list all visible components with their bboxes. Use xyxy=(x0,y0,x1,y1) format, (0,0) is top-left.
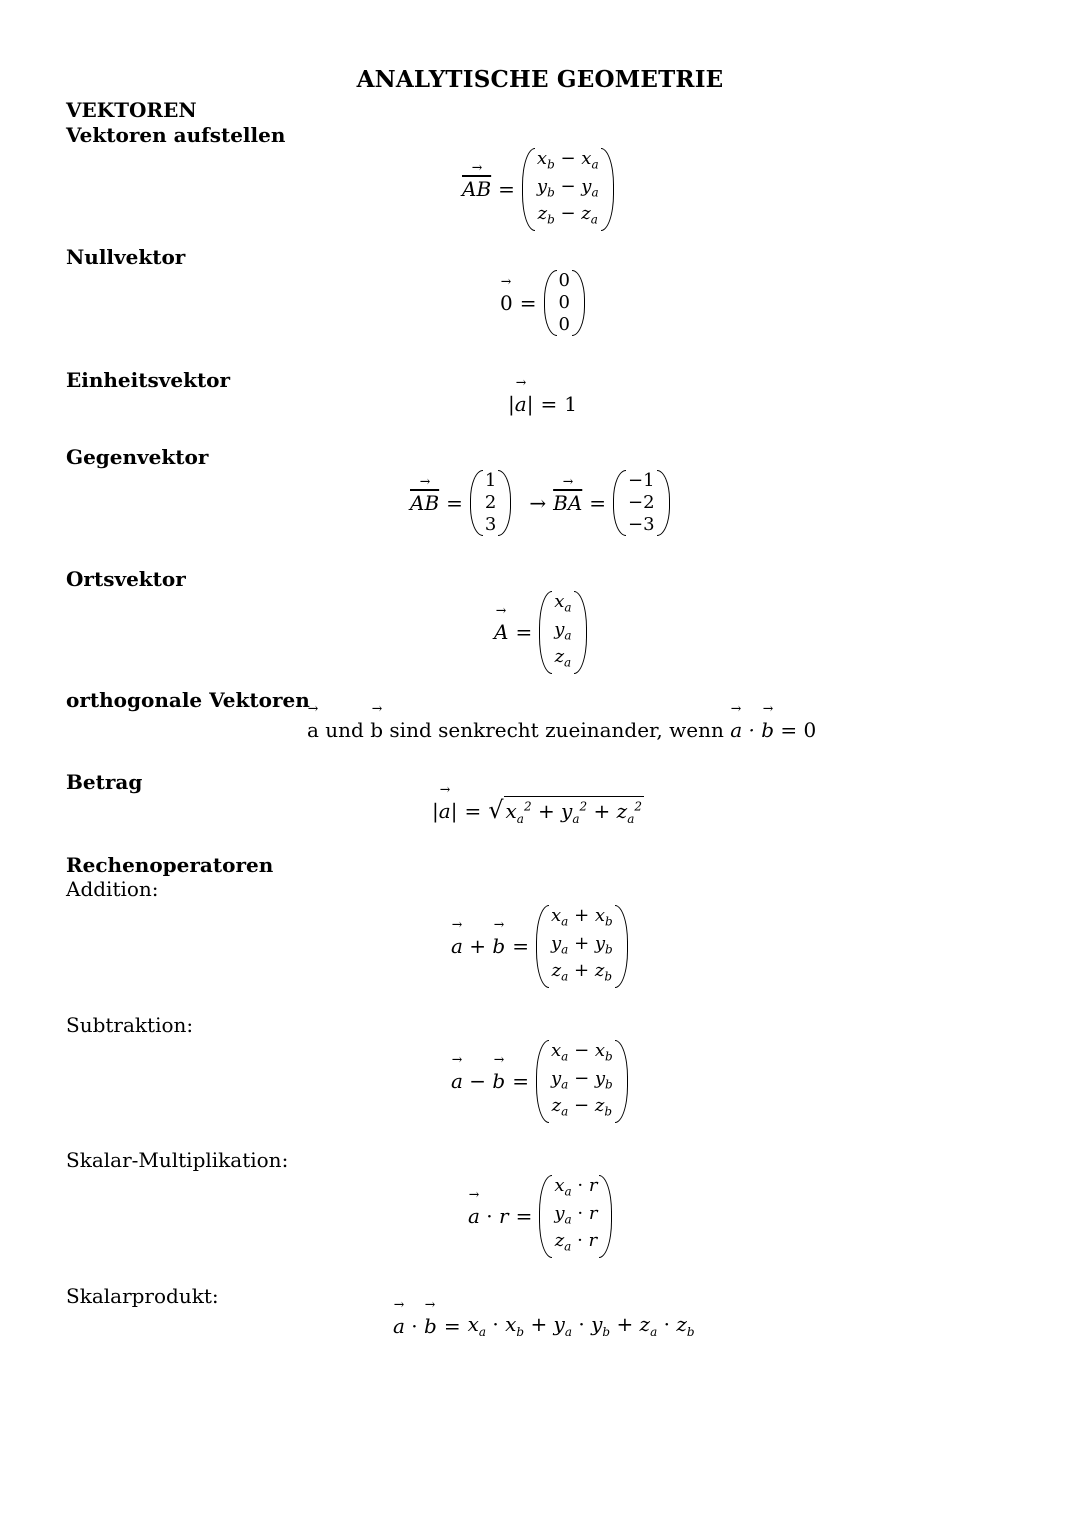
einheit-rhs: 1 xyxy=(564,392,577,416)
matrix-skalar xyxy=(539,1175,612,1258)
section-heading-vektoren: VEKTOREN xyxy=(66,98,197,122)
matrix-zero xyxy=(544,270,585,336)
formula-vektor-aufstellen: → $\overline{AB}$ = $x_b - x_a$ $y_b - y_a$ $z_b - z_a$ xyxy=(462,148,614,231)
right-arrow-icon: → xyxy=(529,491,547,515)
matrix-entry: $z_a - z_b$ xyxy=(551,1095,613,1119)
matrix-entry: $y_b - y_a$ xyxy=(536,175,599,200)
label-skalarprodukt: Skalarprodukt: xyxy=(66,1284,219,1308)
matrix-entry: −1 xyxy=(628,470,655,491)
label-addition: Addition: xyxy=(66,877,159,901)
heading-ortsvektor: Ortsvektor xyxy=(66,567,186,591)
vector-a-symbol: → a xyxy=(307,718,319,742)
formula-betrag: |→ a| = √ $x_a^2 + y_a^2 + z_a^2$ xyxy=(432,796,644,826)
vector-ab-label: → $\overline{AB}$ xyxy=(462,177,491,201)
matrix-entry: 2 xyxy=(484,492,497,513)
matrix-entry: $y_a$ xyxy=(554,618,572,643)
formula-subtraktion: → a − → b = $x_a - x_b$ $y_a - y_b$ $z_a - z_b$ xyxy=(451,1040,628,1123)
matrix-ba-values xyxy=(613,470,670,536)
square-root: √ $x_a^2 + y_a^2 + z_a^2$ xyxy=(488,796,642,826)
matrix-entry: $y_a \cdot r$ xyxy=(554,1202,598,1227)
heading-rechenoperatoren: Rechenoperatoren xyxy=(66,853,274,877)
matrix-entry: $x_a$ xyxy=(554,591,572,615)
orthogonal-text: sind senkrecht zueinander, wenn xyxy=(389,718,724,742)
matrix-entry: $z_a + z_b$ xyxy=(551,960,613,984)
matrix-entry: $y_a - y_b$ xyxy=(551,1067,613,1092)
matrix-entry: 3 xyxy=(484,514,497,535)
formula-gegenvektor: → $\overline{AB}$ = 1 2 3 → → $\overline{BA}$ = −1 −2 −3 xyxy=(410,470,670,536)
label-subtraktion: Subtraktion: xyxy=(66,1013,194,1037)
formula-addition: → a + → b = $x_a + x_b$ $y_a + y_b$ $z_a + z_b$ xyxy=(451,905,628,988)
heading-einheitsvektor: Einheitsvektor xyxy=(66,368,231,392)
matrix-entry: $x_a + x_b$ xyxy=(551,905,613,929)
heading-nullvektor: Nullvektor xyxy=(66,245,186,269)
orthogonal-statement: → a und → b sind senkrecht zueinander, wenn → a · → b = 0 xyxy=(307,718,816,742)
scalar-r: r xyxy=(499,1204,509,1229)
formula-skalar-multiplikation: → a · r = $x_a \cdot r$ $y_a \cdot r$ $z_a \cdot r$ xyxy=(468,1175,612,1258)
heading-gegenvektor: Gegenvektor xyxy=(66,445,209,469)
page-title: ANALYTISCHE GEOMETRIE xyxy=(356,66,724,93)
matrix-entry: $y_a + y_b$ xyxy=(551,932,613,957)
vector-ab-label: → $\overline{AB}$ xyxy=(410,491,439,515)
matrix-orts xyxy=(539,591,586,674)
matrix-entry: 1 xyxy=(484,470,497,491)
matrix-entry: $x_a - x_b$ xyxy=(551,1040,613,1064)
matrix-subtraktion xyxy=(536,1040,628,1123)
vector-ba-label: → $\overline{BA}$ xyxy=(553,491,582,515)
zero-vector-symbol: → 0 xyxy=(500,291,513,315)
formula-nullvektor: → 0 = 0 0 0 xyxy=(500,270,585,336)
matrix-entry: 0 xyxy=(558,270,570,291)
matrix-entry: 0 xyxy=(558,292,570,313)
heading-vektoren-aufstellen: Vektoren aufstellen xyxy=(66,123,286,147)
heading-orthogonal: orthogonale Vektoren xyxy=(66,688,310,712)
matrix-entry: $x_a \cdot r$ xyxy=(554,1175,598,1199)
matrix-addition xyxy=(536,905,628,988)
matrix-entry: −3 xyxy=(628,514,655,535)
formula-skalarprodukt: → a · → b = $x_a \cdot x_b + y_a \cdot y_b + z_a \cdot z_b$ xyxy=(393,1312,695,1339)
matrix-ab xyxy=(522,148,614,231)
matrix-entry: 0 xyxy=(558,314,570,335)
vector-a-label: → A xyxy=(494,620,508,644)
orthogonal-word-und: und xyxy=(325,718,364,742)
matrix-entry: $z_a \cdot r$ xyxy=(554,1230,598,1254)
matrix-entry: −2 xyxy=(628,492,655,513)
matrix-ab-values xyxy=(470,470,511,536)
formula-ortsvektor: → A = $x_a$ $y_a$ $z_a$ xyxy=(494,591,587,674)
heading-betrag: Betrag xyxy=(66,770,143,794)
matrix-entry: $z_a$ xyxy=(554,646,572,670)
vector-b-symbol: → b xyxy=(370,718,383,742)
label-skalar-multiplikation: Skalar-Multiplikation: xyxy=(66,1148,289,1172)
matrix-entry: $x_b - x_a$ xyxy=(536,148,599,172)
formula-einheitsvektor: |→ a| = 1 xyxy=(508,392,577,416)
matrix-entry: $z_b - z_a$ xyxy=(537,203,598,227)
orthogonal-rhs: 0 xyxy=(803,718,817,742)
